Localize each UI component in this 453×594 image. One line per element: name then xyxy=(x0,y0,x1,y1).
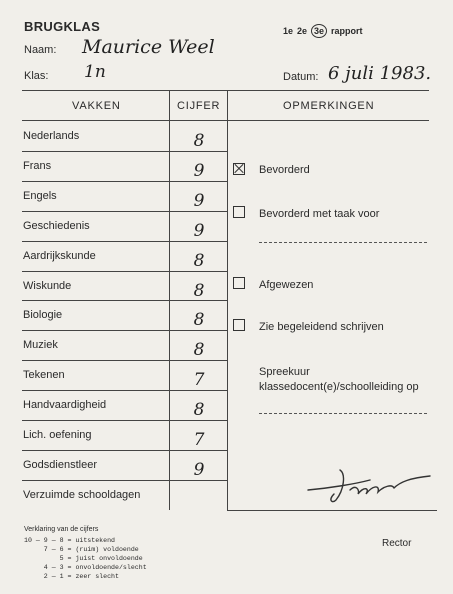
subject-grade: 8 xyxy=(193,400,205,421)
checkbox-bevorderd-met-taak[interactable] xyxy=(233,206,245,218)
date-label: Datum: xyxy=(283,71,319,83)
subject-grade: 8 xyxy=(193,310,205,331)
checkbox-bevorderd[interactable] xyxy=(233,163,245,175)
legend-row: 5 = juist onvoldoende xyxy=(24,555,143,562)
subject-name: Nederlands xyxy=(23,130,80,142)
name-value: Maurice Weel xyxy=(82,36,215,58)
class-value: 1n xyxy=(84,62,106,82)
office-hours-line2: klassedocent(e)/schoolleiding op xyxy=(259,381,419,393)
subject-name: Muziek xyxy=(23,339,58,352)
office-hours-line1: Spreekuur xyxy=(259,366,310,378)
option-bevorderd-met-taak-label: Bevorderd met taak voor xyxy=(259,208,380,220)
grade-legend xyxy=(24,525,147,581)
subject-grade: 8 xyxy=(193,340,205,361)
subject-grade: 8 xyxy=(193,280,205,301)
row-divider xyxy=(22,300,227,301)
checkbox-zie-begeleidend[interactable] xyxy=(233,319,245,331)
column-header-grade: CIJFER xyxy=(177,100,221,112)
legend-row: 2 — 1 = zeer slecht xyxy=(24,573,119,580)
rapport-selector xyxy=(283,24,367,38)
subject-name: Verzuimde schooldagen xyxy=(23,488,141,501)
subject-name: Aardrijkskunde xyxy=(23,249,96,262)
subject-name: Tekenen xyxy=(23,369,65,382)
subject-grade: 9 xyxy=(193,160,205,181)
rapport-option-3-circled: 3e xyxy=(311,24,327,38)
subject-name: Frans xyxy=(23,159,52,172)
name-label: Naam: xyxy=(24,44,57,56)
column-header-remarks: OPMERKINGEN xyxy=(283,100,375,112)
subject-name: Biologie xyxy=(23,309,63,322)
checkbox-afgewezen[interactable] xyxy=(233,277,245,289)
form-title: BRUGKLAS xyxy=(24,19,101,34)
taak-blank-line xyxy=(259,242,427,243)
subject-name: Geschiedenis xyxy=(23,219,90,232)
rapport-option-2: 2e xyxy=(297,26,308,36)
row-divider xyxy=(22,241,227,242)
subject-grade: 7 xyxy=(193,430,205,450)
legend-row: 4 — 3 = onvoldoende/slecht xyxy=(24,564,147,571)
subject-grade: 9 xyxy=(193,459,205,480)
table-top-border xyxy=(22,90,429,91)
legend-row: 7 — 6 = (ruim) voldoende xyxy=(24,546,139,553)
row-divider xyxy=(22,211,227,212)
office-hours-blank-line xyxy=(259,413,427,414)
rapport-label: rapport xyxy=(331,26,363,36)
row-divider xyxy=(22,271,227,272)
subject-grade: 9 xyxy=(193,190,205,211)
rector-signature xyxy=(300,460,440,510)
option-zie-begeleidend-label: Zie begeleidend schrijven xyxy=(259,321,384,333)
subject-name: Engels xyxy=(23,189,57,202)
class-label: Klas: xyxy=(24,70,49,82)
row-divider xyxy=(22,181,227,182)
subject-name: Handvaardigheid xyxy=(23,399,107,412)
rapport-option-1: 1e xyxy=(283,26,294,36)
subject-grade: 8 xyxy=(193,131,205,151)
remarks-bottom-border xyxy=(227,510,437,511)
row-divider xyxy=(22,360,227,361)
option-bevorderd-label: Bevorderd xyxy=(259,164,310,176)
subject-name: Lich. oefening xyxy=(23,429,92,441)
column-header-subjects: VAKKEN xyxy=(72,100,121,112)
date-value: 6 juli 1983. xyxy=(328,63,432,84)
row-divider xyxy=(22,330,227,331)
option-afgewezen-label: Afgewezen xyxy=(259,279,314,291)
legend-title: Verklaring van de cijfers xyxy=(24,526,99,533)
legend-row: 10 — 9 — 8 = uitstekend xyxy=(24,537,116,544)
subject-name: Godsdienstleer xyxy=(23,458,97,471)
subject-grade: 9 xyxy=(193,220,205,241)
rector-label: Rector xyxy=(382,538,412,549)
row-divider xyxy=(22,420,227,421)
row-divider xyxy=(22,151,227,152)
row-divider xyxy=(22,450,227,451)
row-divider xyxy=(22,480,227,481)
subject-grade: 7 xyxy=(193,370,205,391)
table-header-border xyxy=(22,120,429,121)
subject-grade: 8 xyxy=(193,250,205,271)
subject-name: Wiskunde xyxy=(23,279,72,292)
row-divider xyxy=(22,390,227,391)
